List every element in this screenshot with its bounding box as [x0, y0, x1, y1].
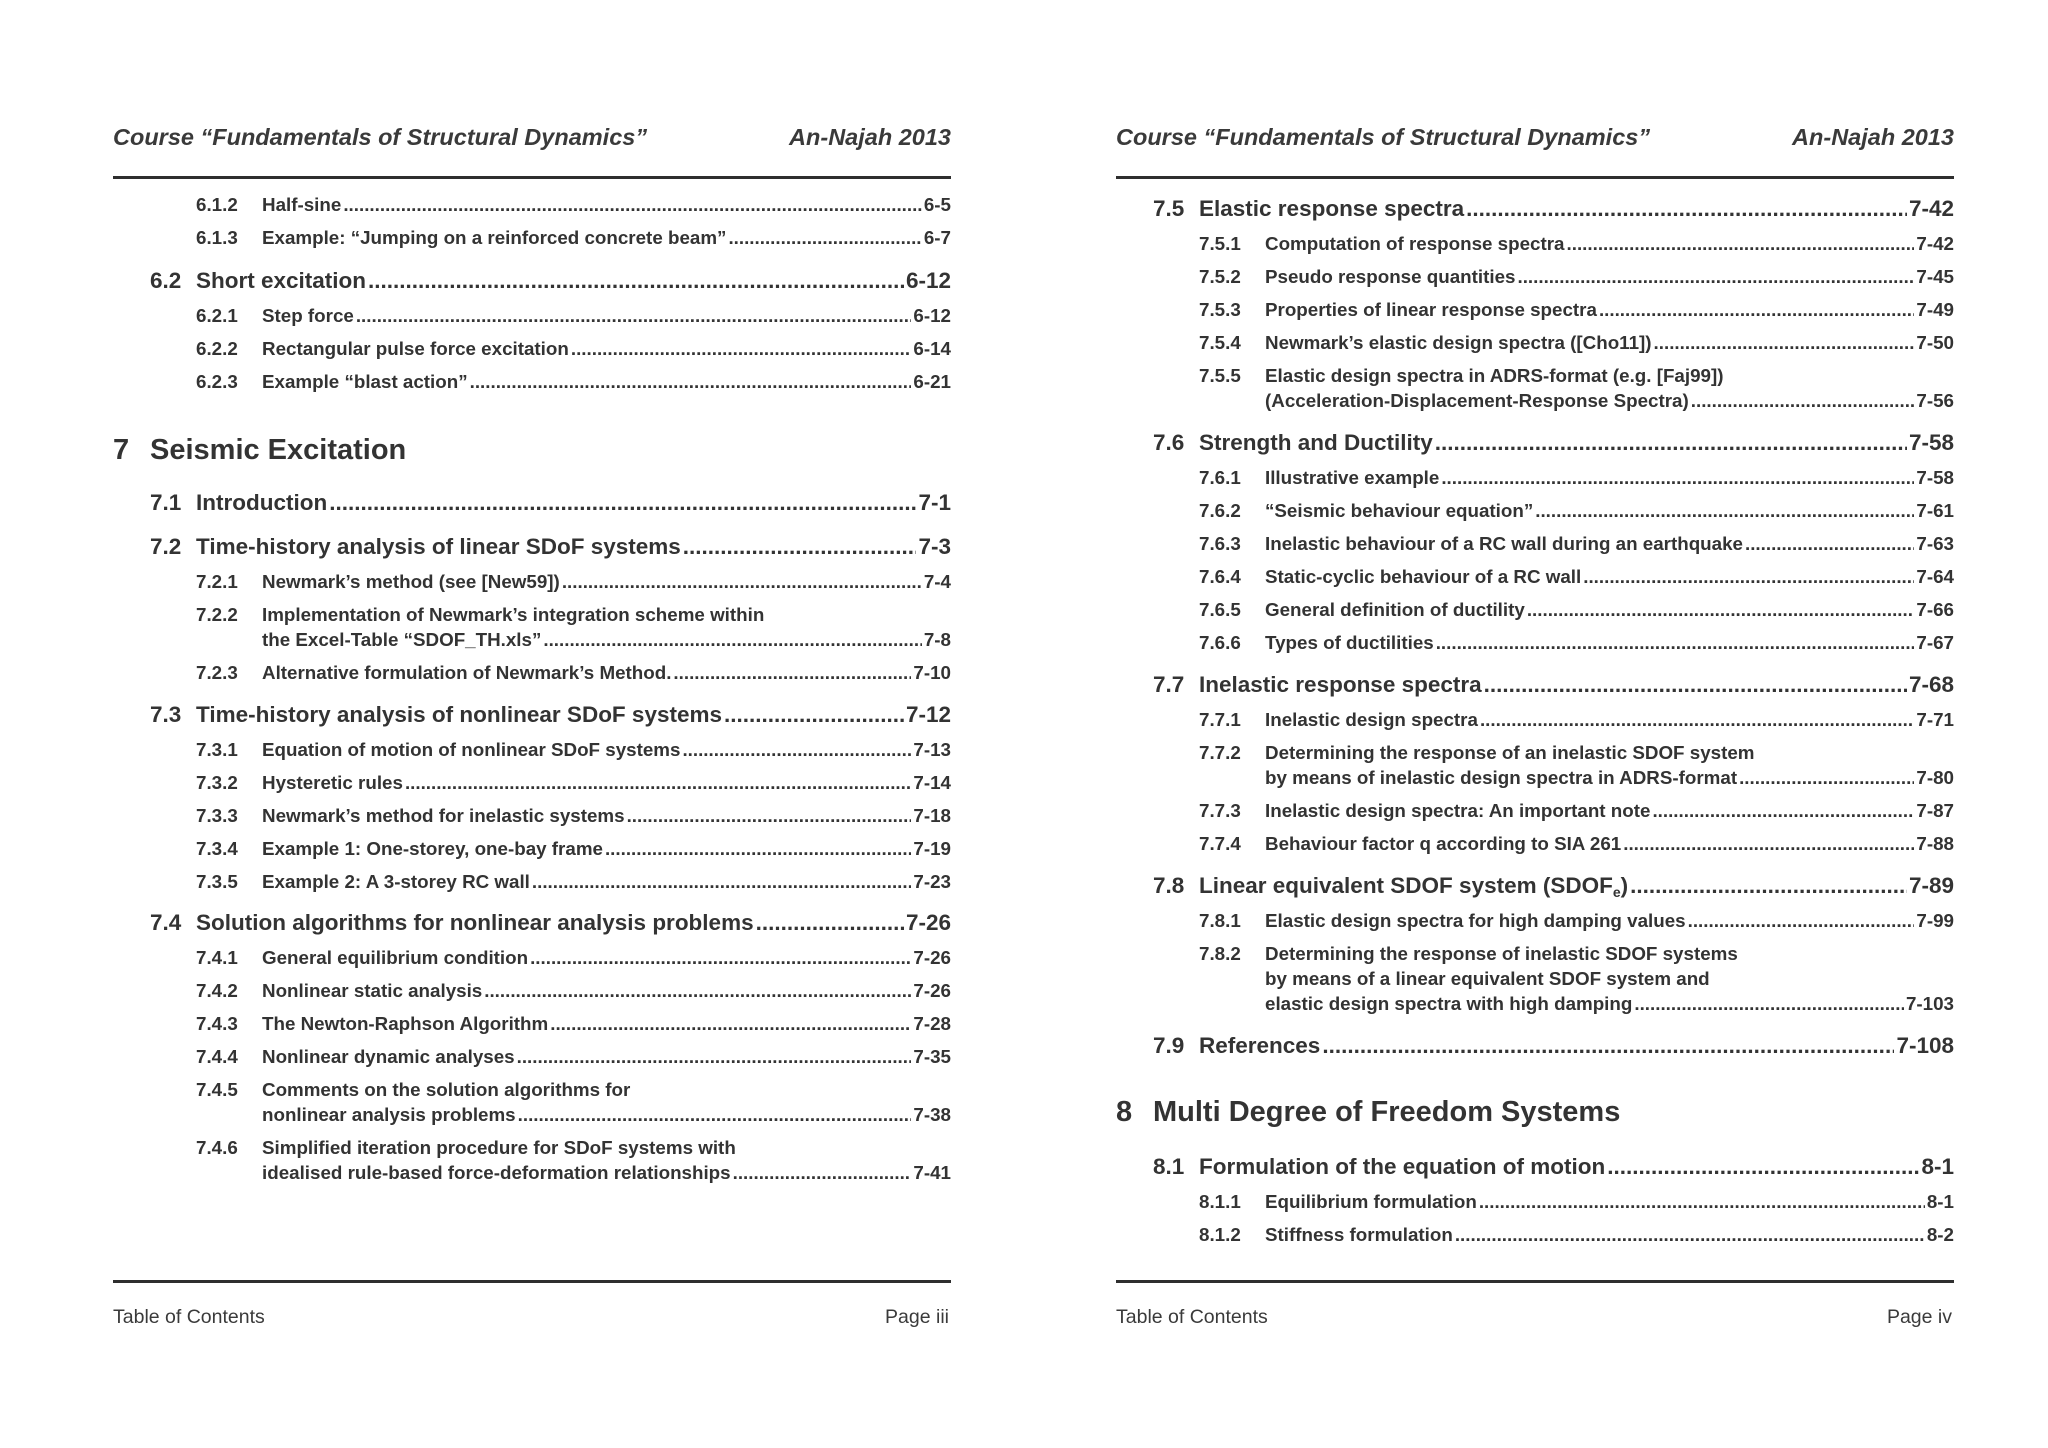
toc-entry-8-1-2[interactable]: 8.1.2 Stiffness formulation ..... 8-2	[1199, 1224, 1954, 1246]
toc-entry-7-4-4[interactable]: 7.4.4 Nonlinear dynamic analyses ..... 7-35	[196, 1046, 951, 1068]
toc-entry-6-1-2[interactable]: 6.1.2 Half-sine ..... 6-5	[196, 194, 951, 216]
toc-entry-7-3-4[interactable]: 7.3.4 Example 1: One-storey, one-bay frame ..... 7-19	[196, 838, 951, 860]
toc-entry-7-5-3[interactable]: 7.5.3 Properties of linear response spectra ..... 7-49	[1199, 299, 1954, 321]
toc-entry-6-2[interactable]: 6.2 Short excitation ..... 6-12	[150, 268, 951, 294]
toc-entry-7-8[interactable]: 7.8 Linear equivalent SDOF system $(SDOF_e)$ ..... 7-89	[1153, 873, 1954, 900]
toc-entry-7-3-5[interactable]: 7.3.5 Example 2: A 3-storey RC wall ..... 7-23	[196, 871, 951, 893]
chapter-7-heading[interactable]: 7 Seismic Excitation	[113, 434, 407, 466]
toc-entry-8-1-1[interactable]: 8.1.1 Equilibrium formulation ..... 8-1	[1199, 1191, 1954, 1213]
toc-entry-7-4-5[interactable]: 7.4.5 Comments on the solution algorithms for nonlinear analysis problems ..... 7-38	[196, 1079, 951, 1129]
course-title: Course “Fundamentals of Structural Dynamics”	[113, 124, 648, 150]
footer-section: Table of Contents	[113, 1306, 265, 1328]
toc-entry-7-5-2[interactable]: 7.5.2 Pseudo response quantities ..... 7-45	[1199, 266, 1954, 288]
page-header	[1116, 124, 1954, 156]
page-left	[113, 0, 951, 1448]
toc-entry-6-2-2[interactable]: 6.2.2 Rectangular pulse force excitation ..... 6-14	[196, 338, 951, 360]
page-right	[1116, 0, 1954, 1448]
toc-entry-7-2-3[interactable]: 7.2.3 Alternative formulation of Newmark’s Method. ..... 7-10	[196, 662, 951, 684]
toc-entry-7-7-4[interactable]: 7.7.4 Behaviour factor q according to SIA 261 ..... 7-88	[1199, 833, 1954, 855]
header-rule	[1116, 176, 1954, 179]
toc-entry-7-4[interactable]: 7.4 Solution algorithms for nonlinear analysis problems ..... 7-26	[150, 910, 951, 936]
toc-entry-7-5-4[interactable]: 7.5.4 Newmark’s elastic design spectra ([Cho11]) ..... 7-50	[1199, 332, 1954, 354]
toc-entry-7-8-1[interactable]: 7.8.1 Elastic design spectra for high damping values ..... 7-99	[1199, 910, 1954, 932]
toc-entry-7-7[interactable]: 7.7 Inelastic response spectra ..... 7-68	[1153, 672, 1954, 698]
toc-entry-8-1[interactable]: 8.1 Formulation of the equation of motion ..... 8-1	[1153, 1154, 1954, 1180]
toc-entry-7-6-3[interactable]: 7.6.3 Inelastic behaviour of a RC wall during an earthquake ..... 7-63	[1199, 533, 1954, 555]
toc-entry-7-6-6[interactable]: 7.6.6 Types of ductilities ..... 7-67	[1199, 632, 1954, 654]
toc-entry-7-7-3[interactable]: 7.7.3 Inelastic design spectra: An important note ..... 7-87	[1199, 800, 1954, 822]
toc-entry-7-2[interactable]: 7.2 Time-history analysis of linear SDoF systems ..... 7-3	[150, 534, 951, 560]
toc-entry-7-7-2[interactable]: 7.7.2 Determining the response of an inelastic SDOF system by means of inelastic design spectra in ADRS-format ..... 7-80	[1199, 742, 1954, 792]
toc-entry-7-3-2[interactable]: 7.3.2 Hysteretic rules ..... 7-14	[196, 772, 951, 794]
toc-entry-7-6[interactable]: 7.6 Strength and Ductility ..... 7-58	[1153, 430, 1954, 456]
toc-entry-7-4-6[interactable]: 7.4.6 Simplified iteration procedure for SDoF systems with idealised rule-based force-deformation relationships ..... 7-41	[196, 1137, 951, 1187]
chapter-8-heading[interactable]: 8 Multi Degree of Freedom Systems	[1116, 1096, 1621, 1128]
institution-year: An-Najah 2013	[789, 124, 951, 150]
toc-entry-7-1[interactable]: 7.1 Introduction ..... 7-1	[150, 490, 951, 516]
institution-year: An-Najah 2013	[1792, 124, 1954, 150]
toc-entry-6-2-3[interactable]: 6.2.3 Example “blast action” ..... 6-21	[196, 371, 951, 393]
toc-entry-7-6-2[interactable]: 7.6.2 “Seismic behaviour equation” ..... 7-61	[1199, 500, 1954, 522]
toc-entry-7-4-3[interactable]: 7.4.3 The Newton-Raphson Algorithm ..... 7-28	[196, 1013, 951, 1035]
toc-entry-7-6-4[interactable]: 7.6.4 Static-cyclic behaviour of a RC wall ..... 7-64	[1199, 566, 1954, 588]
footer-rule	[1116, 1280, 1954, 1283]
toc-entry-7-4-1[interactable]: 7.4.1 General equilibrium condition ..... 7-26	[196, 947, 951, 969]
toc-entry-7-3[interactable]: 7.3 Time-history analysis of nonlinear SDoF systems ..... 7-12	[150, 702, 951, 728]
footer-section: Table of Contents	[1116, 1306, 1268, 1328]
header-rule	[113, 176, 951, 179]
toc-entry-7-2-1[interactable]: 7.2.1 Newmark’s method (see [New59]) ..... 7-4	[196, 571, 951, 593]
toc-entry-7-5-5[interactable]: 7.5.5 Elastic design spectra in ADRS-format (e.g. [Faj99]) (Acceleration-Displacement-Response Spectra) ..... 7-56	[1199, 365, 1954, 415]
toc-entry-7-4-2[interactable]: 7.4.2 Nonlinear static analysis ..... 7-26	[196, 980, 951, 1002]
toc-entry-7-7-1[interactable]: 7.7.1 Inelastic design spectra ..... 7-71	[1199, 709, 1954, 731]
page-number: Page iv	[1886, 1306, 1952, 1328]
toc-entry-7-5-1[interactable]: 7.5.1 Computation of response spectra ..... 7-42	[1199, 233, 1954, 255]
toc-entry-6-2-1[interactable]: 6.2.1 Step force ..... 6-12	[196, 305, 951, 327]
toc-entry-7-8-2[interactable]: 7.8.2 Determining the response of inelastic SDOF systems by means of a linear equivalent SDOF system and elastic design spectra with high damping ..... 7-103	[1199, 943, 1954, 1018]
toc-entry-7-5[interactable]: 7.5 Elastic response spectra ..... 7-42	[1153, 196, 1954, 222]
toc-entry-7-9[interactable]: 7.9 References ..... 7-108	[1153, 1033, 1954, 1059]
toc-entry-7-3-3[interactable]: 7.3.3 Newmark’s method for inelastic systems ..... 7-18	[196, 805, 951, 827]
page-header	[113, 124, 951, 156]
course-title: Course “Fundamentals of Structural Dynamics”	[1116, 124, 1651, 150]
toc-entry-7-3-1[interactable]: 7.3.1 Equation of motion of nonlinear SDoF systems ..... 7-13	[196, 739, 951, 761]
toc-entry-7-6-1[interactable]: 7.6.1 Illustrative example ..... 7-58	[1199, 467, 1954, 489]
toc-entry-7-6-5[interactable]: 7.6.5 General definition of ductility ..... 7-66	[1199, 599, 1954, 621]
footer-rule	[113, 1280, 951, 1283]
page-number: Page iii	[885, 1306, 949, 1328]
toc-entry-6-1-3[interactable]: 6.1.3 Example: “Jumping on a reinforced concrete beam” ..... 6-7	[196, 227, 951, 249]
toc-entry-7-2-2[interactable]: 7.2.2 Implementation of Newmark’s integration scheme within the Excel-Table “SDOF_TH.xls” ..... 7-8	[196, 604, 951, 654]
